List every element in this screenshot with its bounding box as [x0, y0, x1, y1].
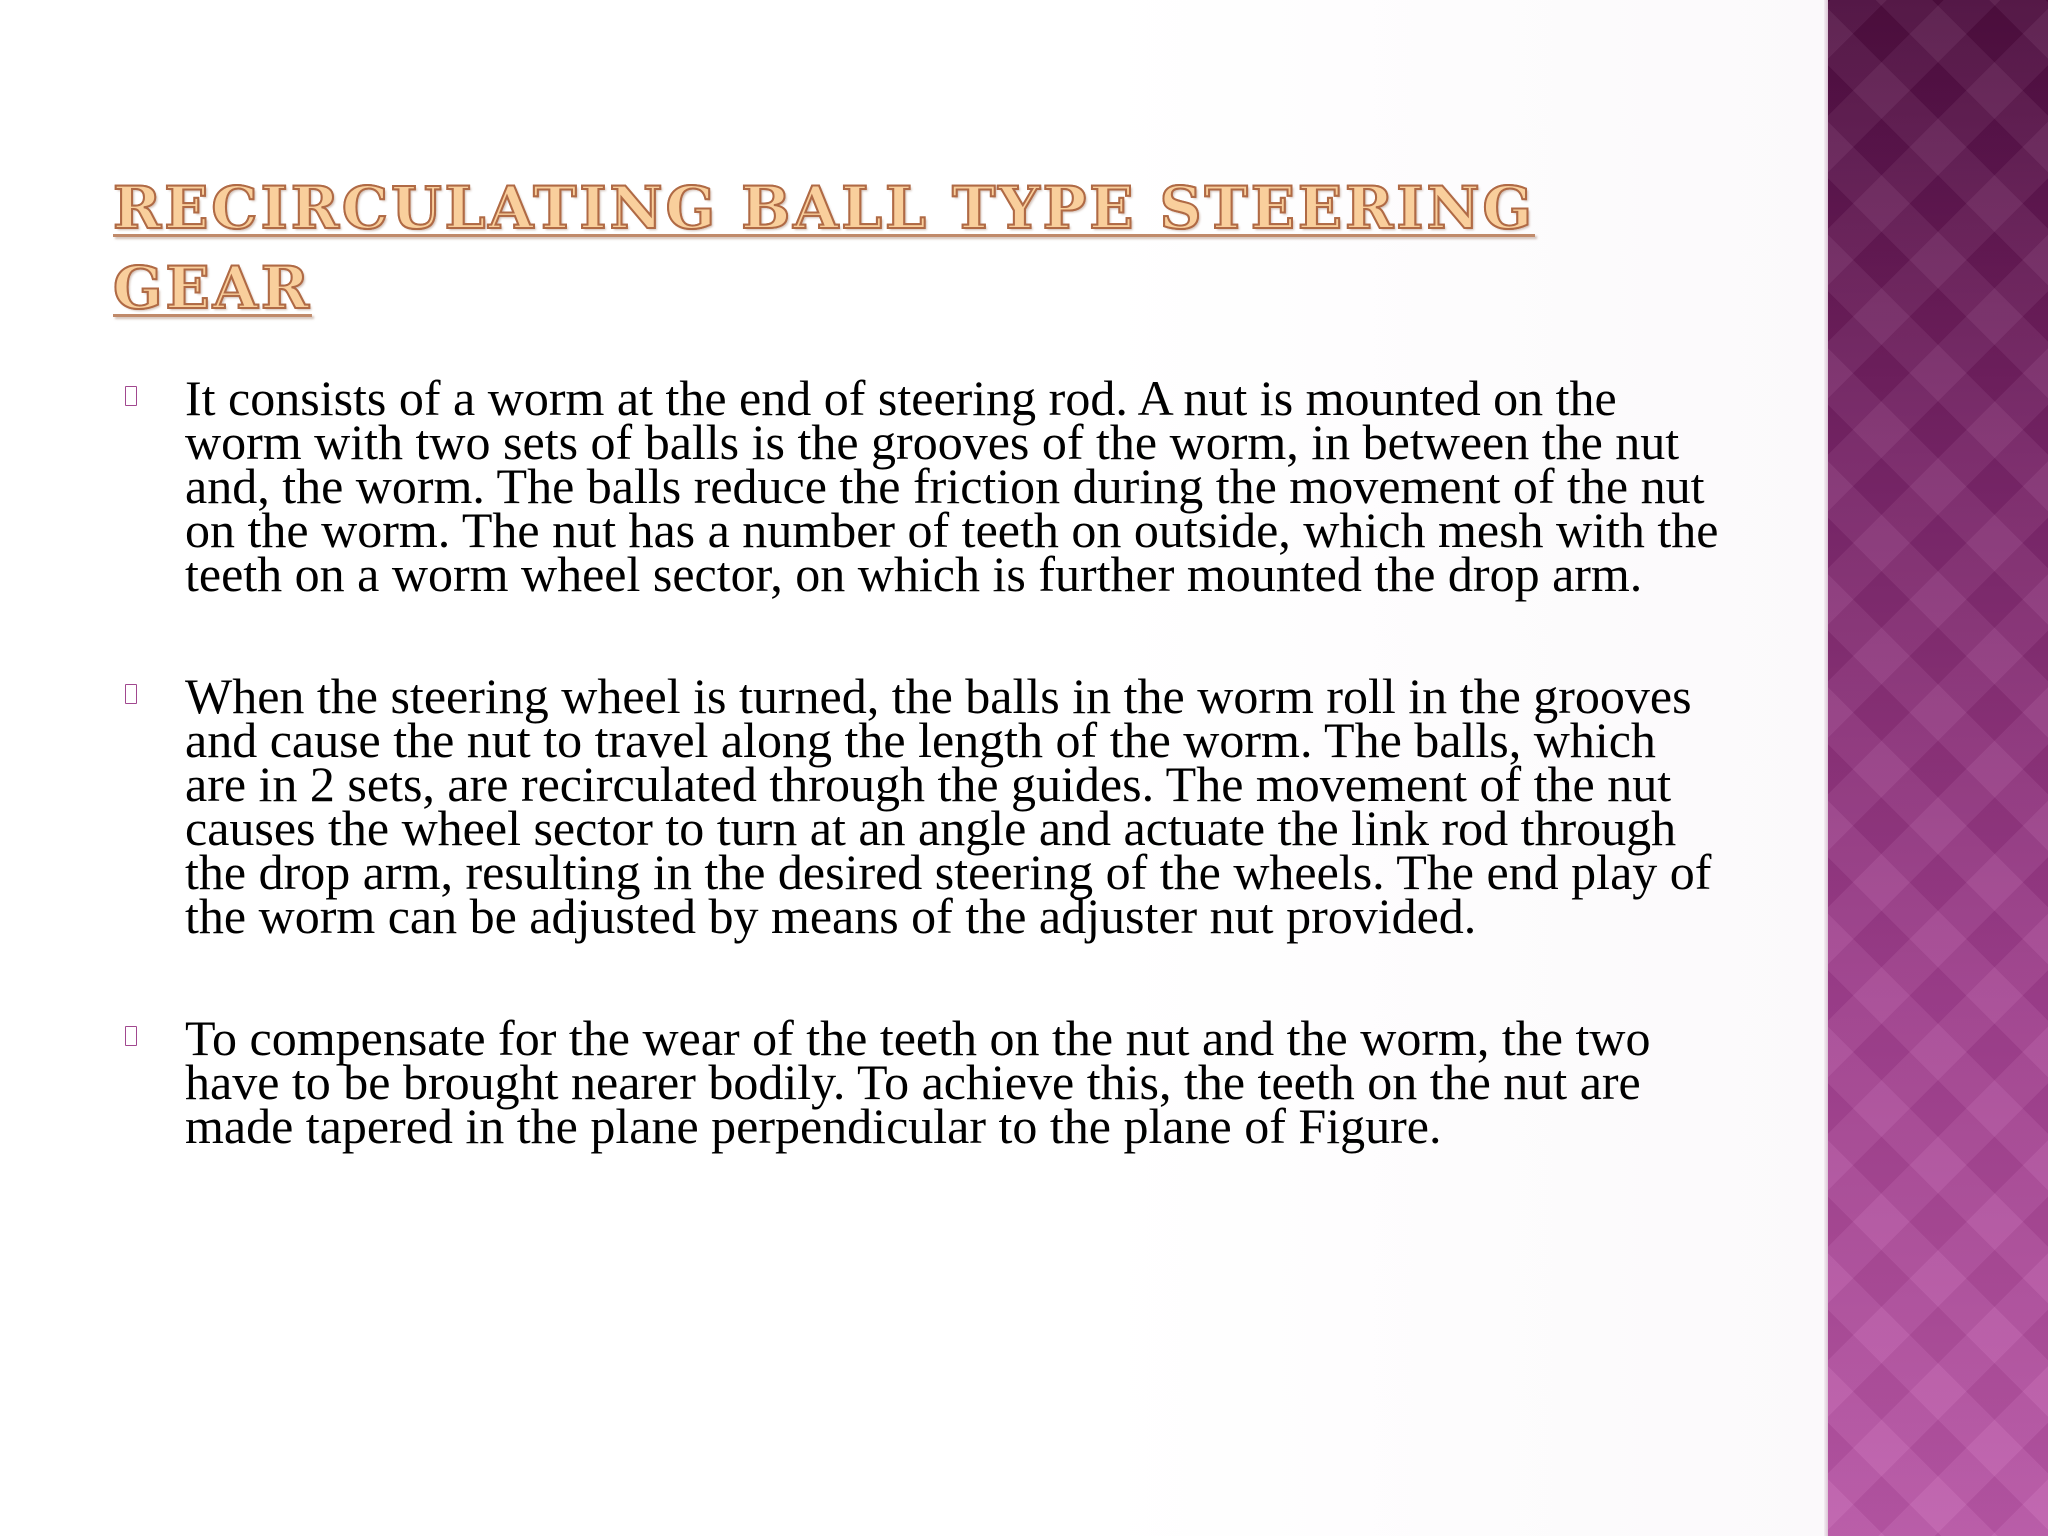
bullet-text: To compensate for the wear of the teeth on the nut and the worm, the two have to be brought nearer bodily. To achieve this, the teeth on the nut are made tapered in the plane perpendicular to the plane of Figure. [185, 1010, 1651, 1154]
bullet-item [125, 668, 1725, 944]
bullet-text: When the steering wheel is turned, the balls in the worm roll in the grooves and cause the nut to travel along the length of the worm. The balls, which are in 2 sets, are recirculated through the guides. The movement of the nut causes the wheel sector to turn at an angle and actuate the link rod through the drop arm, resulting in the desired steering of the wheels. The end play of the worm can be adjusted by means of the adjuster nut provided. [185, 668, 1712, 944]
square-bullet-icon [125, 386, 137, 406]
bullet-text: It consists of a worm at the end of steering rod. A nut is mounted on the worm with two sets of balls is the grooves of the worm, in between the nut and, the worm. The balls reduce the friction during the movement of the nut on the worm. The nut has a number of teeth on outside, which mesh with the teeth on a worm wheel sector, on which is further mounted the drop arm. [185, 370, 1719, 602]
bullet-list [125, 370, 1725, 1226]
square-bullet-icon [125, 684, 137, 704]
decorative-side-band [1828, 0, 2048, 1536]
square-bullet-icon [125, 1026, 137, 1046]
bullet-item [125, 370, 1725, 602]
bullet-item [125, 1010, 1725, 1154]
slide-title: RECIRCULATING BALL TYPE STEERING GEAR [113, 174, 1535, 322]
